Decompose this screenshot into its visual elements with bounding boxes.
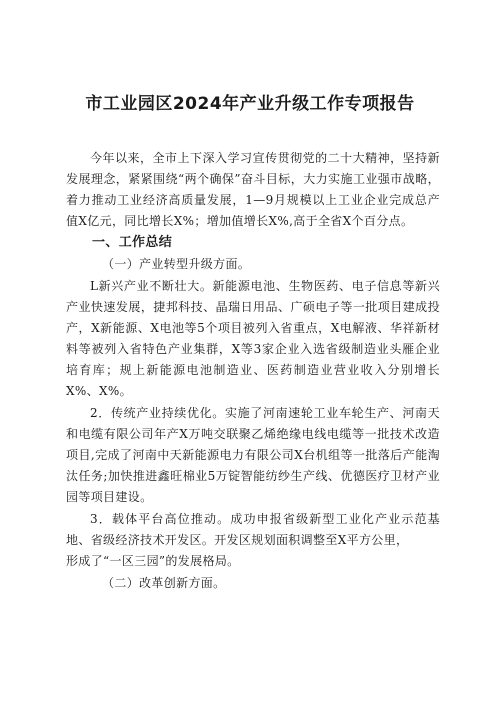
subsection-heading-reform-innovation: （二）改革创新方面。 xyxy=(102,576,226,590)
section-heading-work-summary: 一、工作总结 xyxy=(92,235,173,250)
document-body xyxy=(66,148,440,594)
subsection-heading-industry-upgrade: （一）产业转型升级方面。 xyxy=(102,257,251,271)
intro-paragraph: 今年以来，全市上下深入学习宣传贯彻党的二十大精神，坚持新发展理念，紧紧围绕“两个确保”奋斗目标，大力实施工业强市战略，着力推动工业经济高质量发展，1—9月规模以上工业企业完成总产值X亿元，同比增长X%；增加值增长X%,高于全省X个百分点。 xyxy=(66,151,440,228)
paragraph-carrier-platform: 3．载体平台高位推动。成功申报省级新型工业化产业示范基地、省级经济技术开发区。开发区规划面积调整至X平方公里， xyxy=(66,512,440,547)
paragraph-carrier-platform-continued: 形成了“一区三园”的发展格局。 xyxy=(66,554,240,568)
paragraph-emerging-industries: L新兴产业不断壮大。新能源电池、生物医药、电子信息等新兴产业快速发展，捷邦科技、晶瑞日用品、广硕电子等一批项目建成投产，X新能源、X电池等5个项目被列入省重点，X电解液、华祥新材料等被列入省特色产业集群，X等3家企业入选省级制造业头雁企业培育库；规上新能源电池制造业、医药制造业营业收入分别增长X%、X%。 xyxy=(66,279,440,398)
paragraph-traditional-industries: 2．传统产业持续优化。实施了河南速轮工业车轮生产、河南天和电缆有限公司年产X万吨交联聚乙烯绝缘电线电缆等一批技术改造项目,完成了河南中天新能源电力有限公司X台机组等一批落后产能淘汰任务;加快推进鑫旺棉业5万锭智能纺纱生产线、优德医疗卫材产业园等项目建设。 xyxy=(66,406,440,504)
document-title: 市工业园区2024年产业升级工作专项报告 xyxy=(85,94,415,114)
